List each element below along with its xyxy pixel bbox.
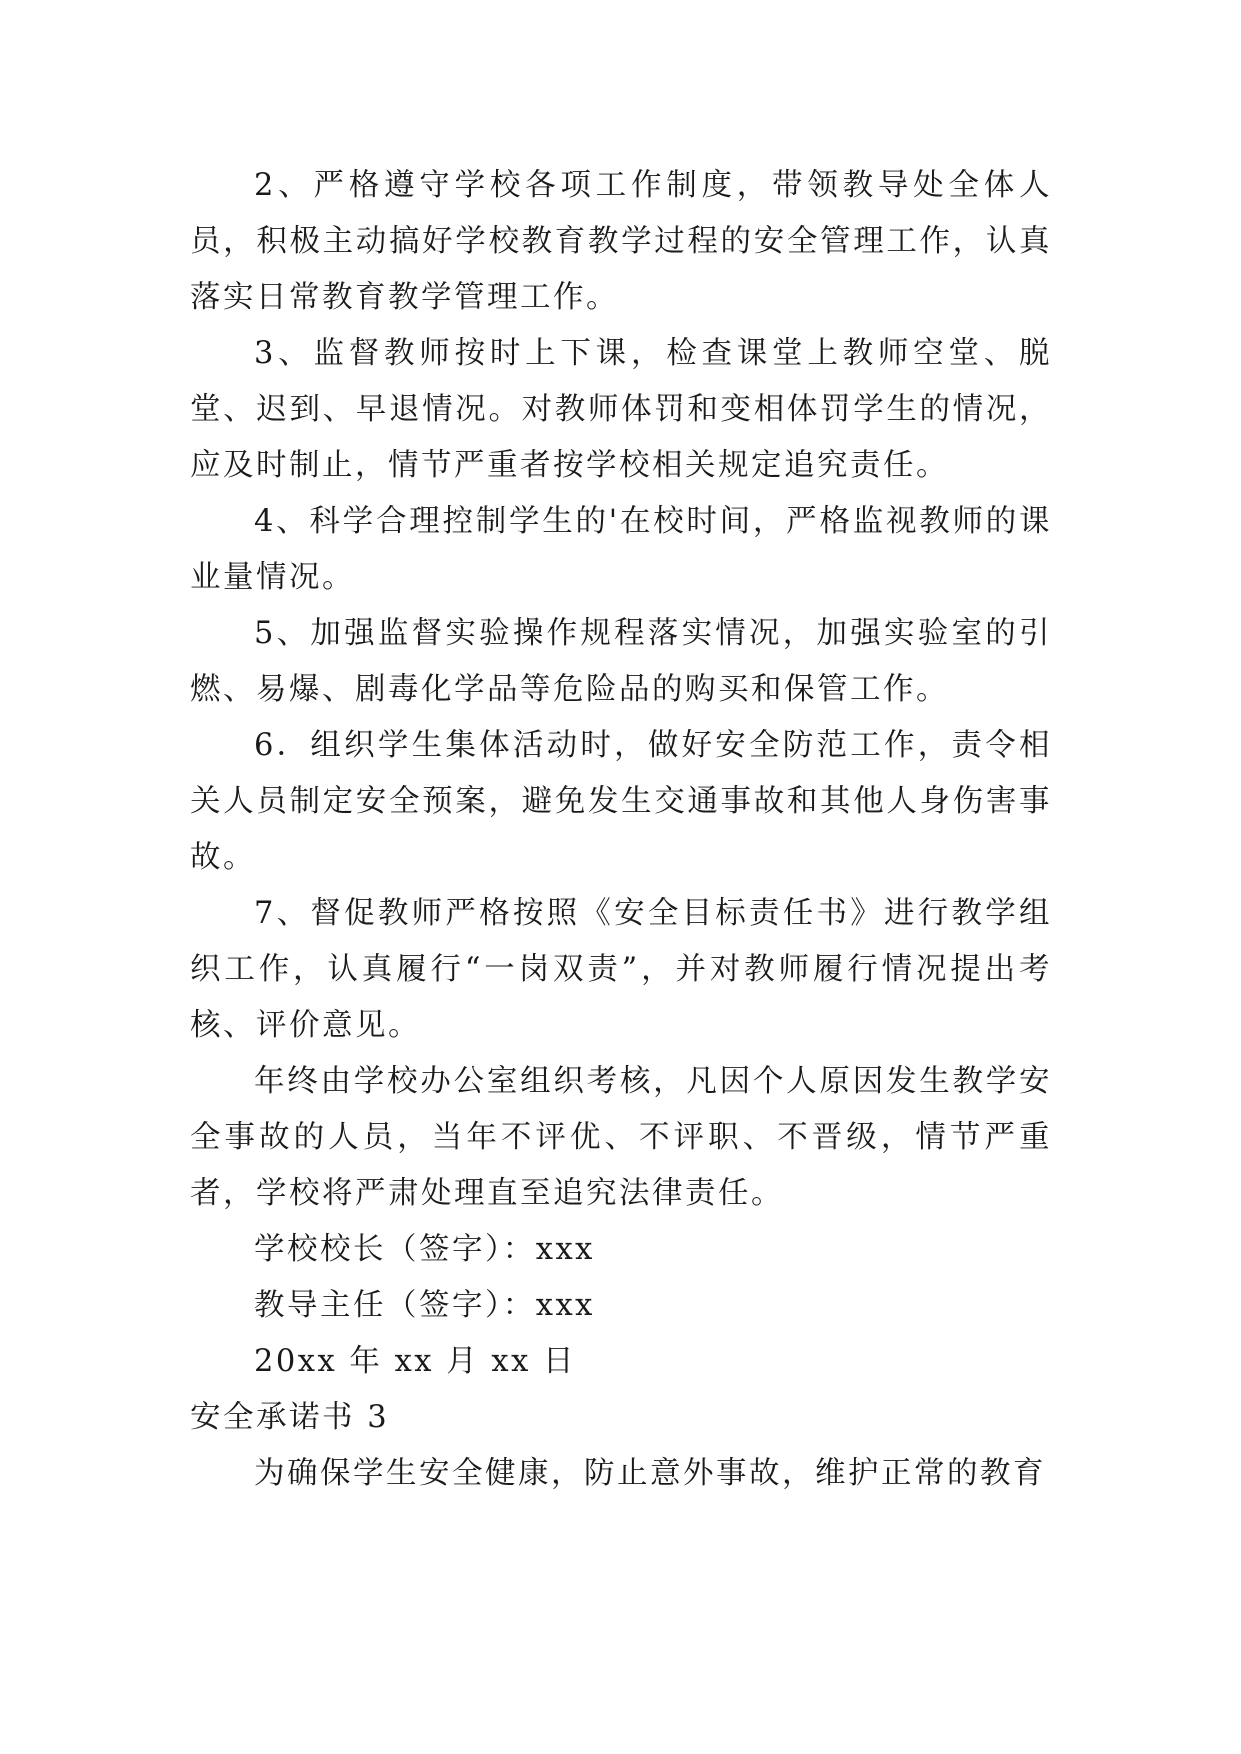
paragraph-item-4: 4、科学合理控制学生的'在校时间，严格监视教师的课业量情况。 <box>190 504 1052 595</box>
signature-principal: 学校校长（签字）：xxx <box>254 1232 595 1267</box>
paragraph-item-5: 5、加强监督实验操作规程落实情况，加强实验室的引燃、易爆、剧毒化学品等危险品的购买和保管工作。 <box>190 616 1052 707</box>
signature-director: 教导主任（签字）：xxx <box>254 1288 595 1323</box>
signature-date: 20xx 年 xx 月 xx 日 <box>254 1344 576 1379</box>
paragraph-item-6: 6．组织学生集体活动时，做好安全防范工作，责令相关人员制定安全预案，避免发生交通事故和其他人身伤害事故。 <box>190 728 1052 875</box>
document-body <box>190 158 1052 1502</box>
paragraph-item-2: 2、严格遵守学校各项工作制度，带领教导处全体人员，积极主动搞好学校教育教学过程的安全管理工作，认真落实日常教育教学管理工作。 <box>190 168 1052 315</box>
paragraph-item-7: 7、督促教师严格按照《安全目标责任书》进行教学组织工作，认真履行“一岗双责”，并对教师履行情况提出考核、评价意见。 <box>190 896 1052 1043</box>
section-title: 安全承诺书 3 <box>190 1400 390 1435</box>
paragraph-year-end: 年终由学校办公室组织考核，凡因个人原因发生教学安全事故的人员，当年不评优、不评职、不晋级，情节严重者，学校将严肃处理直至追究法律责任。 <box>190 1064 1052 1211</box>
paragraph-item-3: 3、监督教师按时上下课，检查课堂上教师空堂、脱堂、迟到、早退情况。对教师体罚和变相体罚学生的情况，应及时制止，情节严重者按学校相关规定追究责任。 <box>190 336 1052 483</box>
intro-paragraph: 为确保学生安全健康，防止意外事故，维护正常的教育 <box>254 1456 1046 1491</box>
